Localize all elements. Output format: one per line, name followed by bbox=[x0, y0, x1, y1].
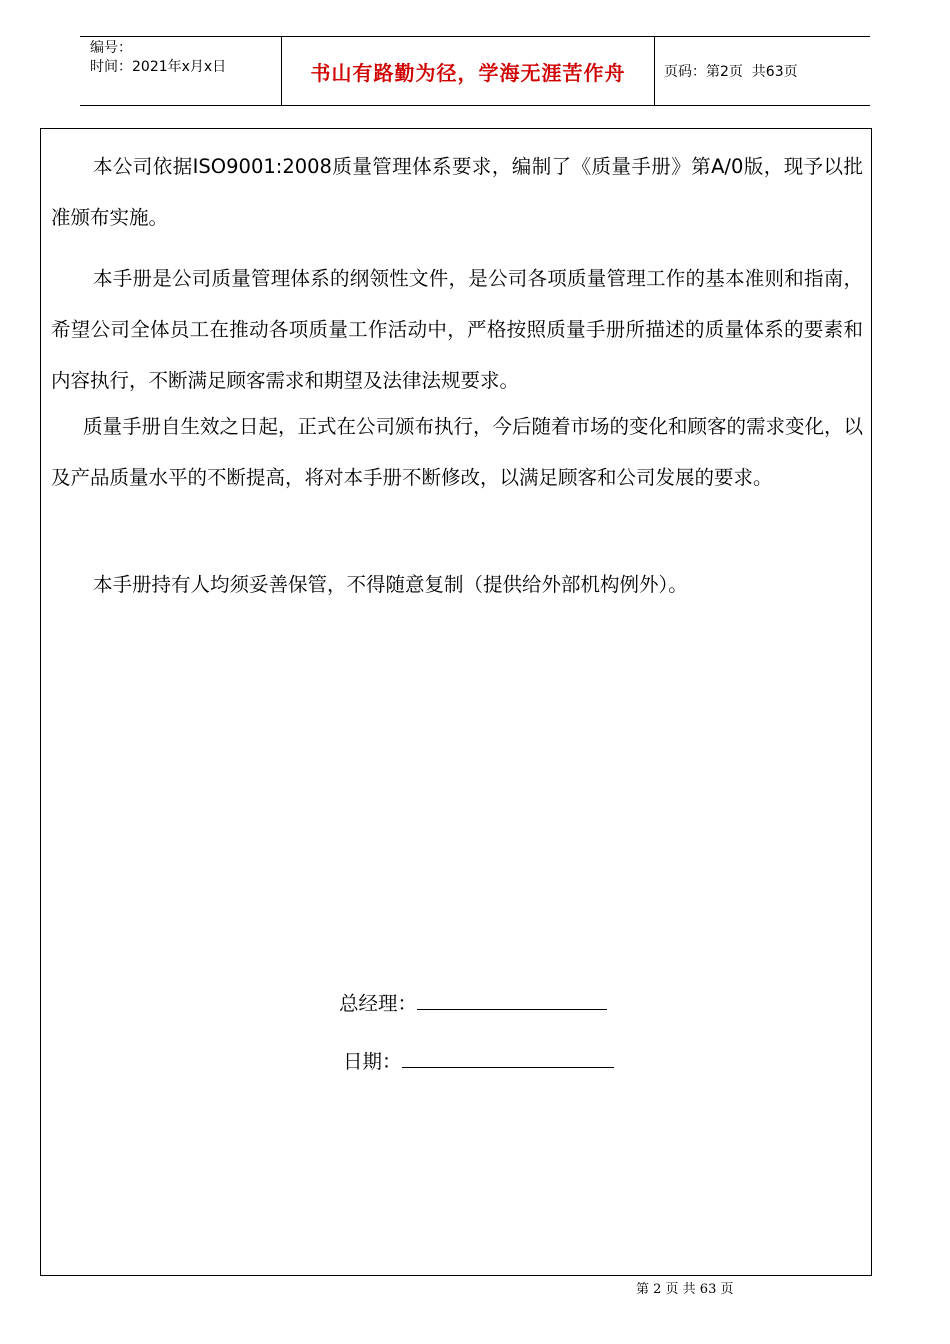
manager-signature-line bbox=[417, 989, 607, 1010]
page-footer: 第 2 页 共 63 页 bbox=[636, 1282, 734, 1297]
header-motto: 书山有路勤为径，学海无涯苦作舟 bbox=[281, 37, 655, 105]
paragraph-approval: 本公司依据ISO9001:2008质量管理体系要求，编制了《质量手册》第A/0版，现予以批准颁布实施。 bbox=[51, 155, 863, 229]
page-header bbox=[80, 36, 870, 106]
paragraph-manual-purpose: 本手册是公司质量管理体系的纲领性文件，是公司各项质量管理工作的基本准则和指南，希望公司全体员工在推动各项质量工作活动中，严格按照质量手册所描述的质量体系的要素和内容执行，不断满足顾客需求和期望及法律法规要求。 bbox=[51, 267, 863, 392]
manager-signature-row bbox=[339, 989, 607, 1017]
manager-label: 总经理： bbox=[339, 992, 418, 1015]
content-frame bbox=[40, 128, 872, 1276]
paragraph-custody: 本手册持有人均须妥善保管，不得随意复制（提供给外部机构例外）。 bbox=[93, 573, 688, 596]
date-label: 日期： bbox=[343, 1050, 402, 1073]
date-signature-line bbox=[402, 1047, 614, 1068]
document-time-label: 时间：2021年x月x日 bbox=[90, 59, 227, 75]
document-number-label: 编号： bbox=[90, 40, 132, 56]
header-meta bbox=[80, 37, 281, 105]
header-page-info: 页码：第2页 共63页 bbox=[664, 64, 798, 80]
paragraph-effectiveness: 质量手册自生效之日起，正式在公司颁布执行，今后随着市场的变化和顾客的需求变化，以及产品质量水平的不断提高，将对本手册不断修改，以满足顾客和公司发展的要求。 bbox=[51, 415, 864, 489]
date-signature-row bbox=[343, 1047, 614, 1075]
